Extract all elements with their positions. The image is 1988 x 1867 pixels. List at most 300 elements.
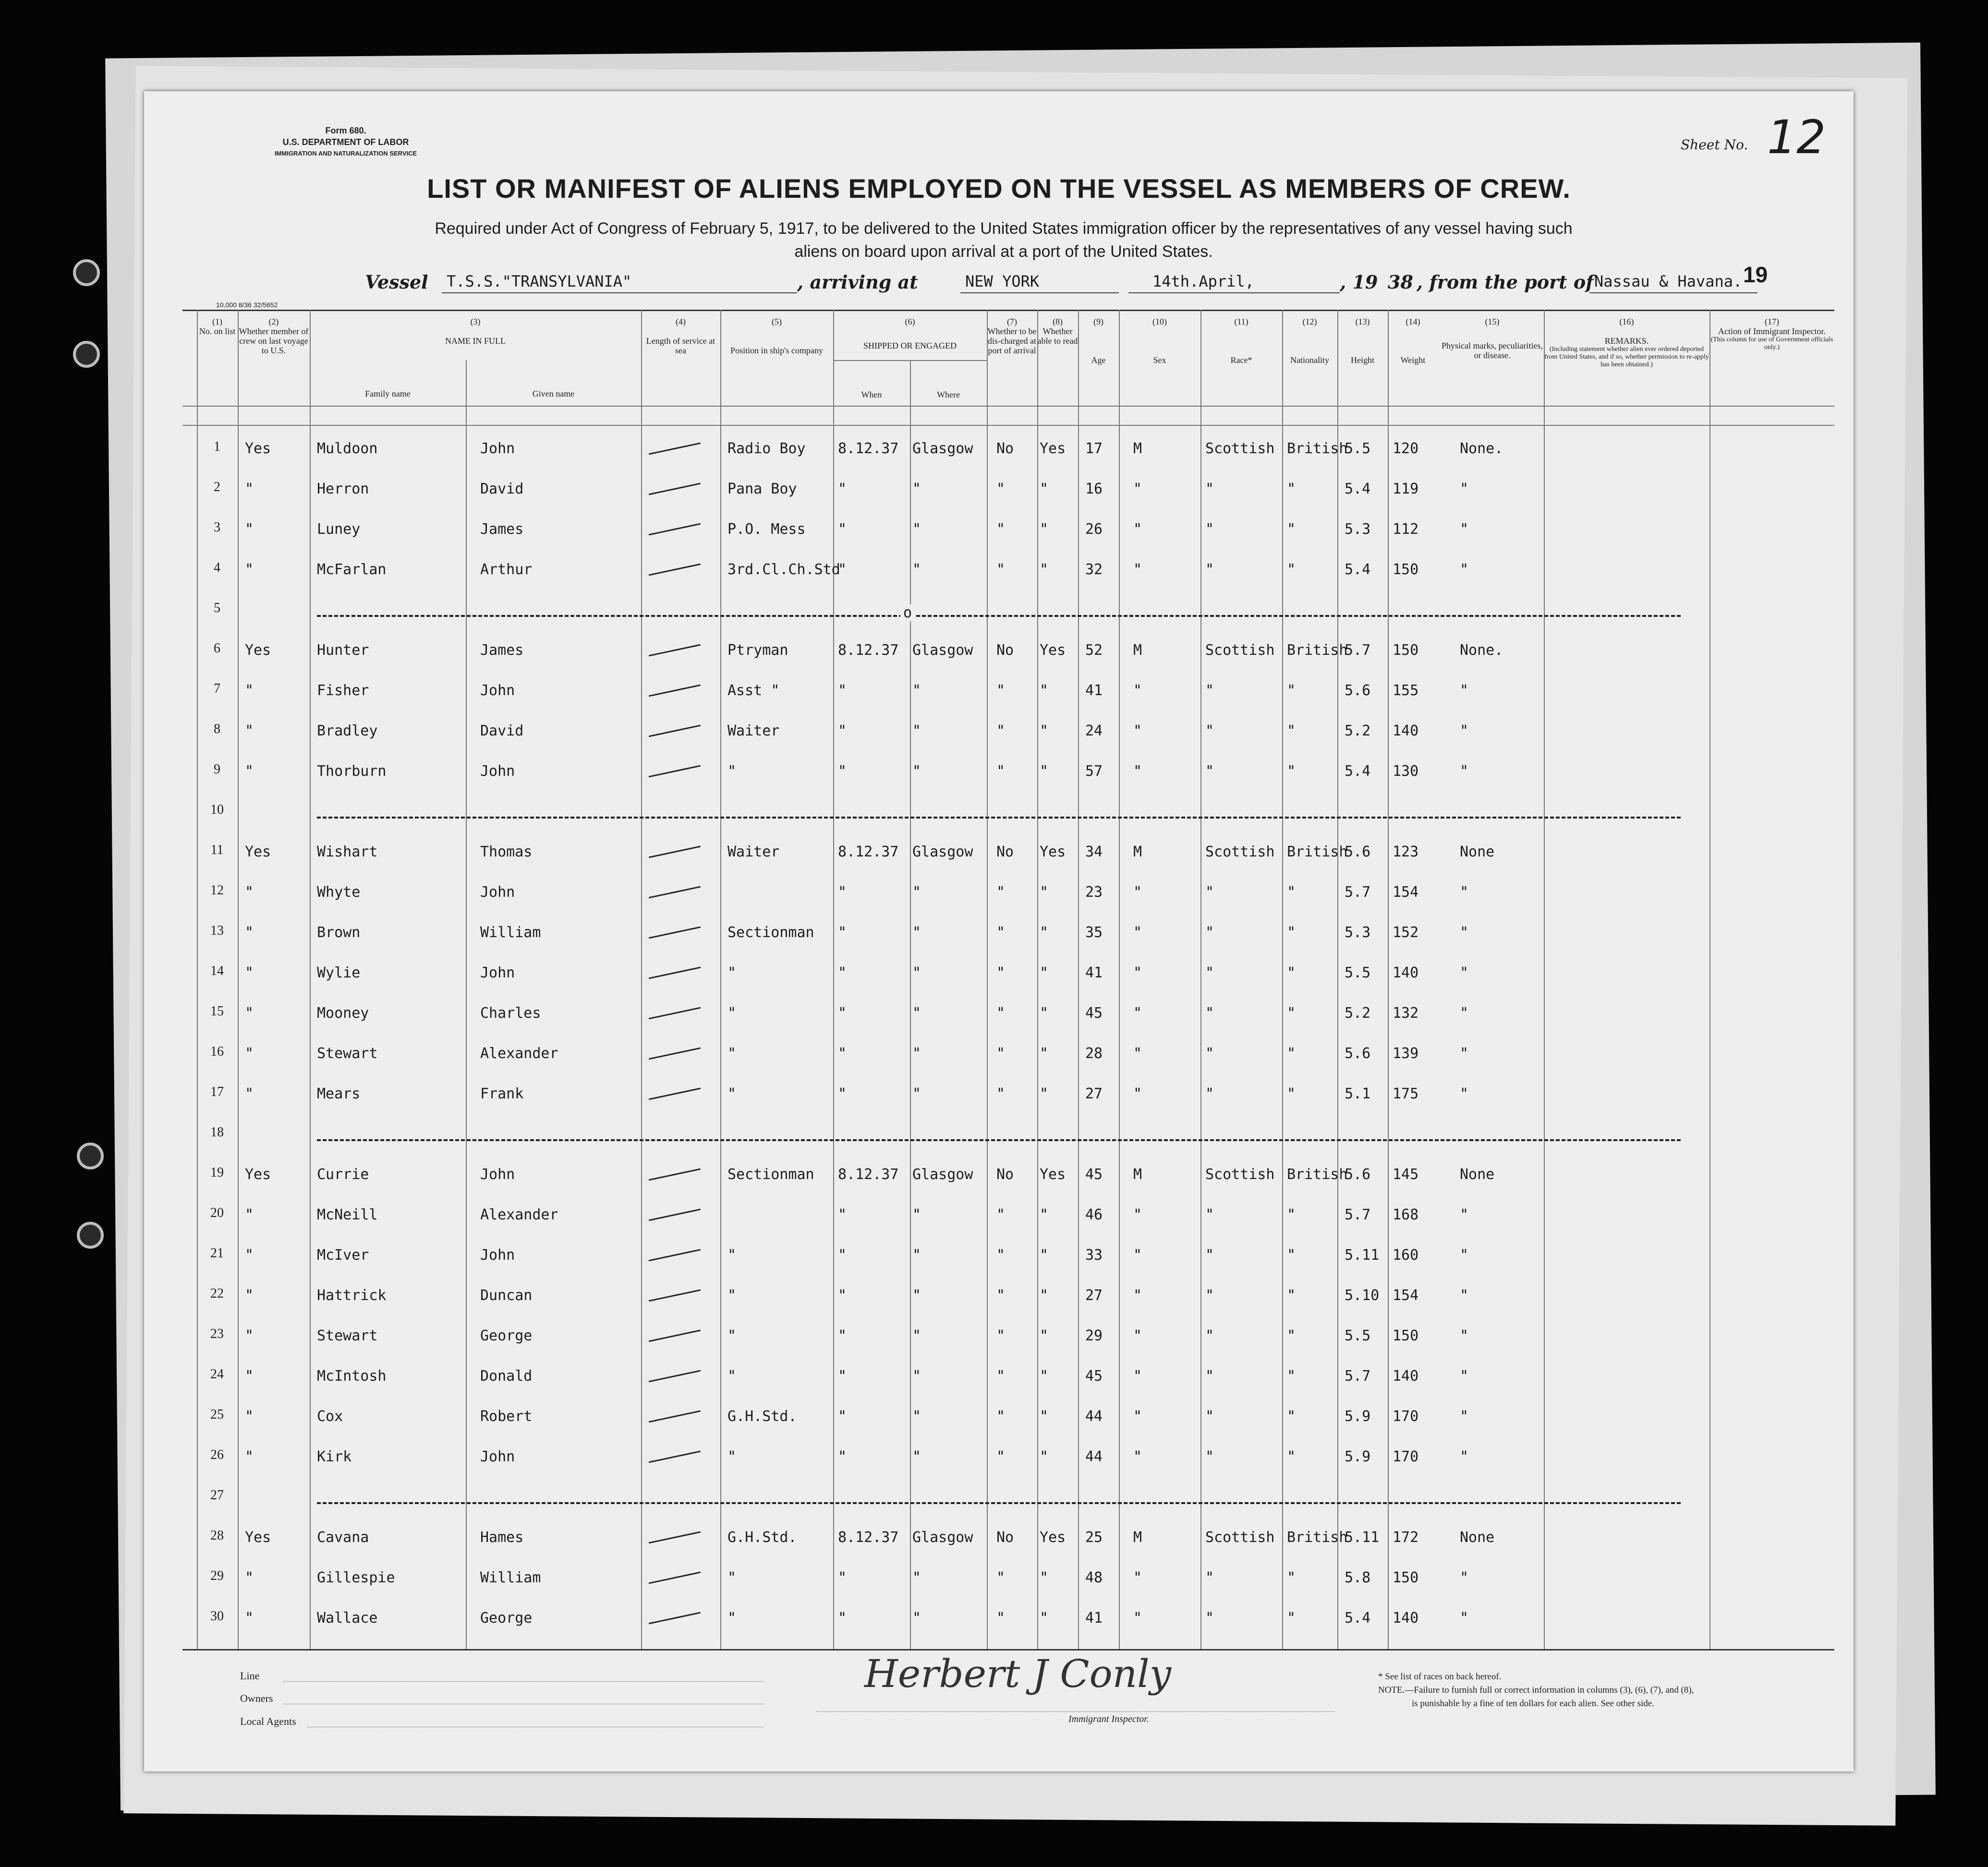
race-cell: " xyxy=(1205,1448,1214,1465)
shipped-where-cell: " xyxy=(912,964,921,981)
able-to-read-cell: " xyxy=(1040,1045,1049,1062)
discharged-cell: " xyxy=(996,1327,1006,1344)
row-number: 5 xyxy=(214,601,220,615)
failure-note: NOTE.—Failure to furnish full or correct information in columns (3), (6), (7), and (8), xyxy=(1378,1685,1694,1695)
length-of-service-mark xyxy=(649,685,701,697)
shipped-when-cell: " xyxy=(838,964,847,981)
family-name-cell: Kirk xyxy=(317,1448,352,1465)
height-cell: 5.5 xyxy=(1345,1327,1371,1344)
discharged-cell: " xyxy=(996,1045,1006,1062)
family-name-cell: Currie xyxy=(317,1166,369,1183)
body-top-rule xyxy=(182,425,1834,426)
punch-hole xyxy=(73,259,100,286)
shipped-where-cell: " xyxy=(912,1569,921,1586)
discharged-cell: " xyxy=(996,1005,1006,1022)
age-cell: 57 xyxy=(1085,763,1103,780)
length-of-service-mark xyxy=(649,1007,701,1020)
dashed-separator xyxy=(317,615,1681,617)
shipped-where-cell: " xyxy=(912,481,921,497)
family-name-cell: Hunter xyxy=(317,642,369,659)
column-rule xyxy=(466,360,467,1649)
manifest-title: LIST OR MANIFEST OF ALIENS EMPLOYED ON THE VESSEL AS MEMBERS OF CREW. xyxy=(427,173,1571,204)
given-name-cell: Arthur xyxy=(480,561,533,578)
length-of-service-mark xyxy=(649,644,701,657)
physical-marks-cell: None xyxy=(1460,1529,1495,1546)
height-cell: 5.9 xyxy=(1345,1408,1371,1425)
sex-cell: M xyxy=(1133,843,1142,860)
race-cell: " xyxy=(1205,1287,1214,1304)
given-name-cell: George xyxy=(480,1327,533,1344)
height-cell: 5.4 xyxy=(1345,561,1371,578)
able-to-read-cell: " xyxy=(1040,521,1049,538)
family-name-cell: Cox xyxy=(317,1408,343,1425)
shipped-where-cell: " xyxy=(912,1045,921,1062)
last-voyage-cell: " xyxy=(245,964,254,981)
shipped-where-cell: " xyxy=(912,1287,921,1304)
height-cell: 5.2 xyxy=(1345,723,1371,739)
sex-cell: " xyxy=(1133,682,1142,699)
height-cell: 5.2 xyxy=(1345,1005,1371,1022)
form-number: Form 680. xyxy=(325,126,366,135)
row-number: 25 xyxy=(210,1407,224,1422)
given-name-cell: Duncan xyxy=(480,1287,533,1304)
sex-cell: " xyxy=(1133,1206,1142,1223)
physical-marks-cell: " xyxy=(1460,1368,1469,1385)
position-cell: Waiter xyxy=(727,723,780,739)
family-name-cell: McIver xyxy=(317,1247,369,1264)
weight-cell: 150 xyxy=(1393,1569,1419,1586)
height-cell: 5.9 xyxy=(1345,1448,1371,1465)
family-name-cell: Whyte xyxy=(317,884,361,901)
shipped-when-cell: " xyxy=(838,884,847,901)
from-port-label: , from the port of xyxy=(1417,271,1594,293)
position-cell: " xyxy=(727,1045,737,1062)
able-to-read-cell: Yes xyxy=(1040,843,1066,860)
last-voyage-cell: " xyxy=(245,1085,254,1102)
shipped-where-cell: " xyxy=(912,561,921,578)
given-name-cell: James xyxy=(480,521,524,538)
age-cell: 16 xyxy=(1085,481,1103,497)
race-cell: " xyxy=(1205,1247,1214,1264)
shipped-when-cell: " xyxy=(838,1610,847,1626)
sex-cell: " xyxy=(1133,1045,1142,1062)
sex-cell: " xyxy=(1133,1287,1142,1304)
sex-cell: " xyxy=(1133,723,1142,739)
shipped-where-cell: Glasgow xyxy=(912,1529,973,1546)
able-to-read-cell: " xyxy=(1040,1408,1049,1425)
sex-cell: " xyxy=(1133,1448,1142,1465)
punch-hole xyxy=(77,1143,104,1169)
family-name-cell: Herron xyxy=(317,481,369,497)
family-name-cell: Bradley xyxy=(317,723,378,739)
weight-cell: 112 xyxy=(1393,521,1419,538)
col-4-header: (4) Length of service at sea xyxy=(646,317,715,355)
family-name-cell: Fisher xyxy=(317,682,369,699)
weight-cell: 154 xyxy=(1393,1287,1419,1304)
col-7-header: (7) Whether to be dis-charged at port of arrival xyxy=(987,317,1037,355)
family-name-cell: Muldoon xyxy=(317,440,378,457)
age-cell: 41 xyxy=(1085,682,1103,699)
row-number: 18 xyxy=(210,1125,224,1140)
length-of-service-mark xyxy=(649,1330,701,1342)
physical-marks-cell: " xyxy=(1460,1569,1469,1586)
column-rule xyxy=(720,310,721,1649)
given-name-cell: Robert xyxy=(480,1408,533,1425)
physical-marks-cell: None xyxy=(1460,1166,1495,1183)
discharged-cell: " xyxy=(996,1085,1006,1102)
family-name-cell: Brown xyxy=(317,924,361,941)
sex-cell: " xyxy=(1133,1327,1142,1344)
row-number: 17 xyxy=(210,1084,224,1099)
able-to-read-cell: " xyxy=(1040,1005,1049,1022)
height-cell: 5.6 xyxy=(1345,843,1371,860)
column-rule xyxy=(1119,310,1120,1649)
position-cell: P.O. Mess xyxy=(727,521,806,538)
nationality-cell: " xyxy=(1287,521,1296,538)
family-name-cell: Cavana xyxy=(317,1529,369,1546)
nationality-cell: " xyxy=(1287,964,1296,981)
height-cell: 5.7 xyxy=(1345,1368,1371,1385)
nationality-cell: " xyxy=(1287,1408,1296,1425)
separator-mark: o xyxy=(900,604,915,621)
last-voyage-cell: " xyxy=(245,521,254,538)
given-name-cell: David xyxy=(480,481,524,497)
shipped-where-cell: " xyxy=(912,1610,921,1626)
given-name-cell: Donald xyxy=(480,1368,533,1385)
column-rule xyxy=(1200,310,1201,1649)
nationality-cell: " xyxy=(1287,1569,1296,1586)
height-cell: 5.5 xyxy=(1345,964,1371,981)
family-name-cell: Mooney xyxy=(317,1005,369,1022)
row-number: 12 xyxy=(210,883,224,898)
shipped-where-cell: " xyxy=(912,682,921,699)
shipped-when-cell: " xyxy=(838,1206,847,1223)
row-number: 14 xyxy=(210,964,224,978)
able-to-read-cell: " xyxy=(1040,682,1049,699)
shipped-when-cell: " xyxy=(838,682,847,699)
race-cell: Scottish xyxy=(1205,440,1275,457)
dashed-separator xyxy=(317,1139,1681,1141)
discharged-cell: " xyxy=(996,1206,1006,1223)
given-name-cell: John xyxy=(480,1247,515,1264)
length-of-service-mark xyxy=(649,927,701,939)
nationality-cell: " xyxy=(1287,1247,1296,1264)
given-name-cell: John xyxy=(480,964,515,981)
row-number: 9 xyxy=(214,762,220,777)
sex-cell: " xyxy=(1133,1085,1142,1102)
shipped-when-cell: " xyxy=(838,1005,847,1022)
last-voyage-cell: " xyxy=(245,1408,254,1425)
height-cell: 5.3 xyxy=(1345,924,1371,941)
shipped-where-cell: " xyxy=(912,1448,921,1465)
race-cell: " xyxy=(1205,521,1214,538)
shipped-when-cell: 8.12.37 xyxy=(838,1166,899,1183)
race-cell: " xyxy=(1205,1045,1214,1062)
sex-cell: " xyxy=(1133,763,1142,780)
physical-marks-cell: " xyxy=(1460,521,1469,538)
nationality-cell: " xyxy=(1287,1610,1296,1626)
able-to-read-cell: Yes xyxy=(1040,642,1066,659)
sex-cell: " xyxy=(1133,1610,1142,1626)
weight-cell: 154 xyxy=(1393,884,1419,901)
able-to-read-cell: " xyxy=(1040,723,1049,739)
position-cell: Sectionman xyxy=(727,924,814,941)
age-cell: 23 xyxy=(1085,884,1103,901)
shipped-when-cell: " xyxy=(838,1408,847,1425)
race-cell: " xyxy=(1205,1005,1214,1022)
shipped-where-cell: " xyxy=(912,884,921,901)
last-voyage-cell: " xyxy=(245,481,254,497)
age-cell: 52 xyxy=(1085,642,1103,659)
height-cell: 5.11 xyxy=(1345,1529,1380,1546)
position-cell: " xyxy=(727,1610,737,1626)
family-name-cell: Gillespie xyxy=(317,1569,395,1586)
length-of-service-mark xyxy=(649,1048,701,1060)
physical-marks-cell: " xyxy=(1460,924,1469,941)
subtitle-line-2: aliens on board upon arrival at a port of the United States. xyxy=(794,242,1213,261)
race-cell: " xyxy=(1205,924,1214,941)
weight-cell: 168 xyxy=(1393,1206,1419,1223)
length-of-service-mark xyxy=(649,846,701,858)
weight-cell: 172 xyxy=(1393,1529,1419,1546)
discharged-cell: " xyxy=(996,964,1006,981)
shipped-when-cell: " xyxy=(838,1569,847,1586)
col-3-header: (3) NAME IN FULL xyxy=(445,317,506,346)
age-cell: 29 xyxy=(1085,1327,1103,1344)
discharged-cell: " xyxy=(996,1569,1006,1586)
age-cell: 44 xyxy=(1085,1448,1103,1465)
column-rule xyxy=(910,360,911,1649)
row-number: 23 xyxy=(210,1326,224,1341)
family-name-cell: McFarlan xyxy=(317,561,387,578)
length-of-service-mark xyxy=(649,443,701,455)
discharged-cell: " xyxy=(996,1610,1006,1626)
col-5-header: (5) Position in ship's company xyxy=(730,317,823,355)
position-cell: " xyxy=(727,964,737,981)
position-cell: " xyxy=(727,1287,737,1304)
sex-cell: " xyxy=(1133,924,1142,941)
nationality-cell: " xyxy=(1287,1005,1296,1022)
given-name-cell: David xyxy=(480,723,524,739)
discharged-cell: " xyxy=(996,1448,1006,1465)
position-cell: Asst " xyxy=(727,682,780,699)
punch-hole xyxy=(73,341,100,368)
given-name-subheader: Given name xyxy=(532,389,575,398)
given-name-cell: Charles xyxy=(480,1005,541,1022)
sheet-number: 12 xyxy=(1767,110,1826,164)
race-cell: " xyxy=(1205,682,1214,699)
discharged-cell: No xyxy=(996,843,1014,860)
weight-cell: 150 xyxy=(1393,642,1419,659)
sex-cell: " xyxy=(1133,1005,1142,1022)
shipped-when-cell: 8.12.37 xyxy=(838,843,899,860)
discharged-cell: " xyxy=(996,1408,1006,1425)
length-of-service-mark xyxy=(649,967,701,979)
inspector-signature: Herbert J Conly xyxy=(864,1651,1171,1696)
family-name-cell: Wylie xyxy=(317,964,361,981)
print-code: 10,000 8/36 32/5652 xyxy=(216,301,278,309)
length-of-service-mark xyxy=(649,1531,701,1544)
column-rule xyxy=(1037,310,1038,1649)
arriving-label: , arriving at xyxy=(797,271,918,293)
position-cell: 3rd.Cl.Ch.Std xyxy=(727,561,840,578)
physical-marks-cell: None. xyxy=(1460,440,1503,457)
row-number: 28 xyxy=(210,1528,224,1543)
shipped-where-cell: Glasgow xyxy=(912,642,973,659)
column-rule xyxy=(238,310,239,1649)
age-cell: 45 xyxy=(1085,1005,1103,1022)
dashed-separator xyxy=(317,817,1681,819)
nationality-cell: British xyxy=(1287,440,1348,457)
position-cell: " xyxy=(727,1247,737,1264)
sex-cell: M xyxy=(1133,642,1142,659)
physical-marks-cell: None xyxy=(1460,843,1495,860)
shipped-where-cell: Glasgow xyxy=(912,1166,973,1183)
position-cell: Sectionman xyxy=(727,1166,814,1183)
row-number: 3 xyxy=(214,520,220,535)
physical-marks-cell: " xyxy=(1460,964,1469,981)
discharged-cell: " xyxy=(996,521,1006,538)
sex-cell: " xyxy=(1133,521,1142,538)
height-cell: 5.5 xyxy=(1345,440,1371,457)
age-cell: 26 xyxy=(1085,521,1103,538)
sex-cell: M xyxy=(1133,1529,1142,1546)
discharged-cell: " xyxy=(996,1368,1006,1385)
nationality-cell: " xyxy=(1287,723,1296,739)
vessel-underline xyxy=(442,292,797,293)
able-to-read-cell: Yes xyxy=(1040,1166,1066,1183)
row-number: 6 xyxy=(214,641,220,656)
physical-marks-cell: " xyxy=(1460,763,1469,780)
shipped-when-cell: " xyxy=(838,1287,847,1304)
shipped-when-cell: " xyxy=(838,561,847,578)
shipped-where-cell: " xyxy=(912,1247,921,1264)
col-11-header: (11) Race* xyxy=(1230,317,1252,365)
last-voyage-cell: Yes xyxy=(245,642,271,659)
sex-cell: " xyxy=(1133,481,1142,497)
nationality-cell: " xyxy=(1287,884,1296,901)
age-cell: 41 xyxy=(1085,1610,1103,1626)
header-bottom-rule xyxy=(182,406,1834,407)
weight-cell: 170 xyxy=(1393,1408,1419,1425)
row-number: 1 xyxy=(214,439,220,454)
weight-cell: 140 xyxy=(1393,723,1419,739)
given-name-cell: John xyxy=(480,1166,515,1183)
column-rule xyxy=(1337,310,1338,1649)
discharged-cell: " xyxy=(996,1287,1006,1304)
race-cell: " xyxy=(1205,1368,1214,1385)
arrival-date: 14th.April, xyxy=(1152,272,1254,290)
family-name-cell: Stewart xyxy=(317,1045,378,1062)
department-name: U.S. DEPARTMENT OF LABOR xyxy=(282,137,409,147)
age-cell: 35 xyxy=(1085,924,1103,941)
row-number: 13 xyxy=(210,923,224,938)
age-cell: 41 xyxy=(1085,964,1103,981)
dashed-separator xyxy=(317,1502,1681,1504)
nationality-cell: " xyxy=(1287,561,1296,578)
row-number: 11 xyxy=(210,843,224,857)
weight-cell: 155 xyxy=(1393,682,1419,699)
arriving-port: NEW YORK xyxy=(965,272,1040,290)
age-cell: 45 xyxy=(1085,1368,1103,1385)
shipped-where-cell: " xyxy=(912,1085,921,1102)
physical-marks-cell: " xyxy=(1460,1327,1469,1344)
race-cell: Scottish xyxy=(1205,1529,1275,1546)
fine-note: is punishable by a fine of ten dollars for each alien. See other side. xyxy=(1412,1698,1654,1709)
nationality-cell: " xyxy=(1287,1327,1296,1344)
col-8-header: (8) Whether able to read xyxy=(1037,317,1078,346)
height-cell: 5.4 xyxy=(1345,481,1371,497)
shipped-where-cell: " xyxy=(912,924,921,941)
port-underline xyxy=(960,292,1119,293)
shipped-when-cell: " xyxy=(838,723,847,739)
nationality-cell: British xyxy=(1287,843,1348,860)
column-rule xyxy=(1709,310,1710,1649)
length-of-service-mark xyxy=(649,1612,701,1625)
nationality-cell: " xyxy=(1287,1045,1296,1062)
shipped-where-cell: Glasgow xyxy=(912,440,973,457)
shipped-when-cell: " xyxy=(838,1045,847,1062)
position-cell: " xyxy=(727,1005,737,1022)
physical-marks-cell: None. xyxy=(1460,642,1503,659)
race-cell: Scottish xyxy=(1205,843,1275,860)
column-rule xyxy=(987,310,988,1649)
weight-cell: 132 xyxy=(1393,1005,1419,1022)
physical-marks-cell: " xyxy=(1460,1206,1469,1223)
age-cell: 25 xyxy=(1085,1529,1103,1546)
nationality-cell: " xyxy=(1287,481,1296,497)
position-cell: " xyxy=(727,1448,737,1465)
given-name-cell: Thomas xyxy=(480,843,533,860)
discharged-cell: " xyxy=(996,682,1006,699)
service-name: IMMIGRATION AND NATURALIZATION SERVICE xyxy=(274,150,417,157)
discharged-cell: " xyxy=(996,763,1006,780)
physical-marks-cell: " xyxy=(1460,1287,1469,1304)
height-cell: 5.10 xyxy=(1345,1287,1380,1304)
shipped-when-cell: " xyxy=(838,1085,847,1102)
last-voyage-cell: Yes xyxy=(245,440,271,457)
length-of-service-mark xyxy=(649,564,701,576)
able-to-read-cell: " xyxy=(1040,924,1049,941)
position-cell: " xyxy=(727,1368,737,1385)
race-cell: " xyxy=(1205,1610,1214,1626)
race-cell: " xyxy=(1205,1085,1214,1102)
col-14-header: (14) Weight xyxy=(1400,317,1426,365)
physical-marks-cell: " xyxy=(1460,561,1469,578)
family-name-cell: Stewart xyxy=(317,1327,378,1344)
discharged-cell: " xyxy=(996,481,1006,497)
last-voyage-cell: Yes xyxy=(245,1529,271,1546)
year-written: 38 xyxy=(1388,271,1413,293)
discharged-cell: " xyxy=(996,884,1006,901)
able-to-read-cell: Yes xyxy=(1040,1529,1066,1546)
weight-cell: 160 xyxy=(1393,1247,1419,1264)
shipped-where-cell: " xyxy=(912,1408,921,1425)
weight-cell: 140 xyxy=(1393,964,1419,981)
row-number: 24 xyxy=(210,1367,224,1382)
shipped-where-cell: " xyxy=(912,1327,921,1344)
sheet-number-label: Sheet No. xyxy=(1681,137,1748,153)
race-cell: " xyxy=(1205,561,1214,578)
length-of-service-mark xyxy=(649,1370,701,1383)
line-label: Line xyxy=(240,1670,260,1682)
sex-cell: " xyxy=(1133,1247,1142,1264)
column-rule xyxy=(833,310,834,1649)
shipped-when-cell: 8.12.37 xyxy=(838,440,899,457)
row-number: 29 xyxy=(210,1568,224,1583)
race-cell: " xyxy=(1205,763,1214,780)
able-to-read-cell: " xyxy=(1040,1610,1049,1626)
